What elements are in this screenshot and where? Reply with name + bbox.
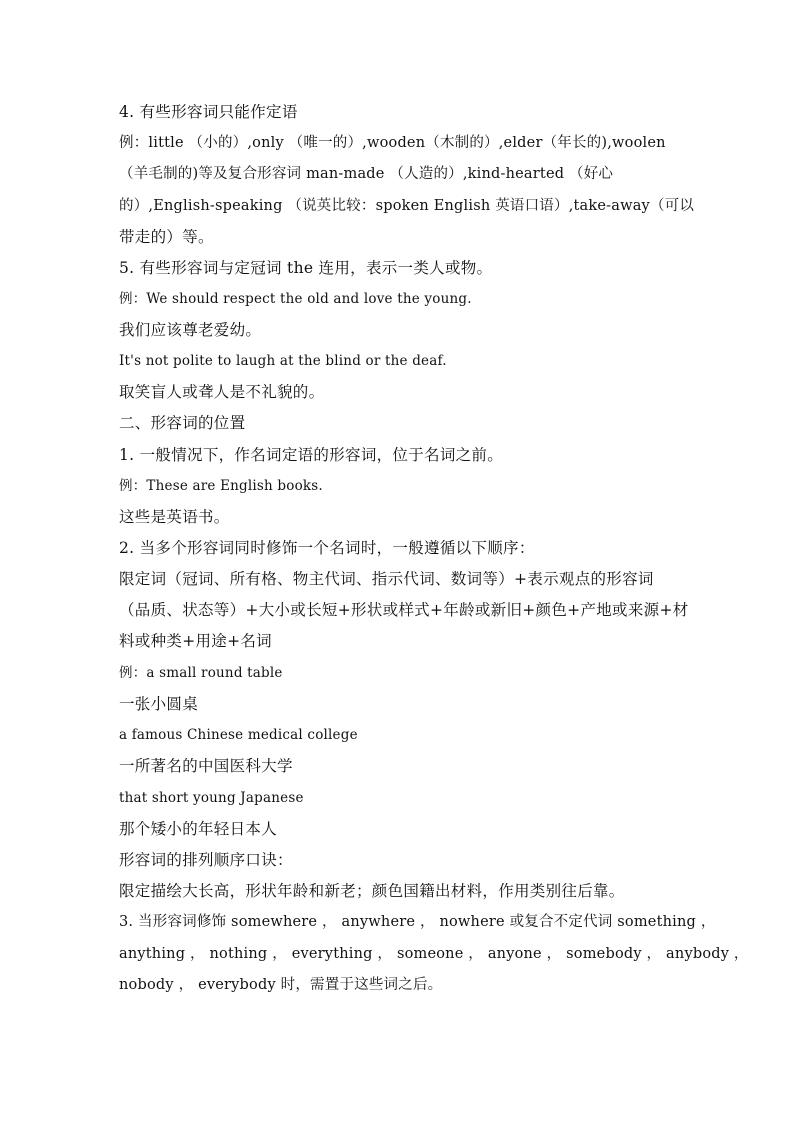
- chapter-heading: 二、形容词的位置: [119, 414, 246, 432]
- example-line: a famous Chinese medical college: [119, 727, 358, 743]
- section-heading-1: 1. 一般情况下，作名词定语的形容词，位于名词之前。: [119, 446, 504, 464]
- example-line: 例：These are English books.: [119, 478, 323, 494]
- text-line: 带走的）等。: [119, 228, 214, 246]
- translation-line: 这些是英语书。: [119, 508, 230, 526]
- section-heading-4: 4. 有些形容词只能作定语: [119, 103, 298, 121]
- section-heading-5: 5. 有些形容词与定冠词 the 连用，表示一类人或物。: [119, 259, 493, 277]
- example-line: 例：We should respect the old and love the young.: [119, 291, 472, 307]
- translation-line: 取笑盲人或聋人是不礼貌的。: [119, 383, 325, 401]
- text-line: （品质、状态等）+大小或长短+形状或样式+年龄或新旧+颜色+产地或来源+材: [119, 601, 689, 619]
- text-line: nobody ， everybody 时，需置于这些词之后。: [119, 977, 443, 993]
- translation-line: 一所著名的中国医科大学: [119, 757, 293, 775]
- example-line: It's not polite to laugh at the blind or the deaf.: [119, 353, 447, 369]
- text-line: 料或种类+用途+名词: [119, 632, 272, 650]
- text-line: 例：little （小的）,only （唯一的）,wooden（木制的）,elder（年长的),woolen: [119, 135, 666, 151]
- section-heading-3: 3. 当形容词修饰 somewhere ， anywhere ， nowhere 或复合不定代词 something ，: [119, 914, 716, 930]
- translation-line: 我们应该尊老爱幼。: [119, 321, 262, 339]
- text-line: 限定词（冠词、所有格、物主代词、指示代词、数词等）+表示观点的形容词: [119, 570, 654, 588]
- example-line: 例：a small round table: [119, 665, 283, 681]
- translation-line: 那个矮小的年轻日本人: [119, 820, 278, 838]
- mnemonic-line: 限定描绘大长高，形状年龄和新老；颜色国籍出材料，作用类别往后靠。: [119, 882, 625, 900]
- translation-line: 一张小圆桌: [119, 695, 199, 713]
- text-line: 的）,English-speaking （说英比较：spoken English 英语口语）,take-away（可以: [119, 198, 695, 214]
- text-line: （羊毛制的)等及复合形容词 man-made （人造的）,kind-hearted （好心: [119, 166, 614, 182]
- mnemonic-heading: 形容词的排列顺序口诀：: [119, 851, 293, 869]
- section-heading-2: 2. 当多个形容词同时修饰一个名词时，一般遵循以下顺序：: [119, 539, 535, 557]
- text-line: anything ， nothing ， everything ， someone ， anyone ， somebody ， anybody ，: [119, 946, 749, 962]
- example-line: that short young Japanese: [119, 790, 304, 806]
